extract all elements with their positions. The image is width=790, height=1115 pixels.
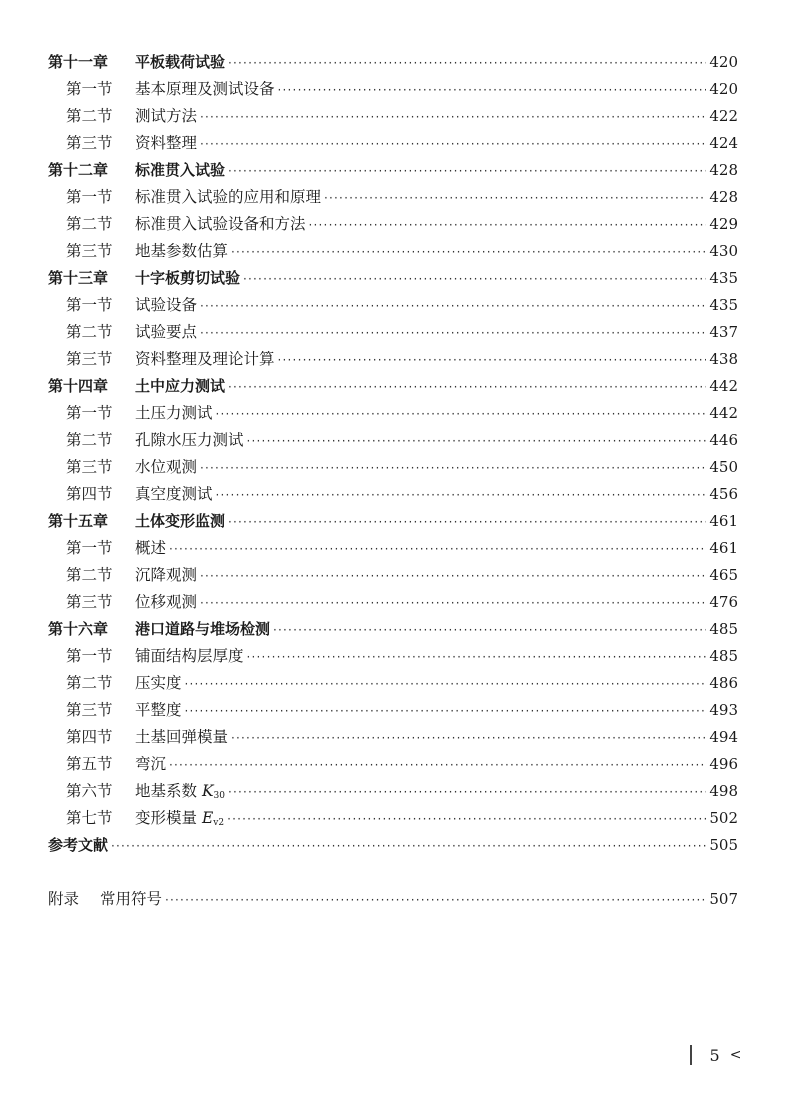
toc-entry-title: 压实度 [135,674,182,692]
toc-entry-title: 变形模量 [135,809,198,827]
toc-entry-section[interactable] [48,481,738,508]
toc-entry-number: 第一节 [66,404,113,422]
toc-entry-section[interactable] [48,643,738,670]
toc-entry-title-wrap [100,886,162,913]
toc-entry-page: 498 [709,782,738,800]
toc-entry-title: 土压力测试 [135,404,213,422]
toc-entry-page: 496 [709,755,738,773]
toc-entry-title: 资料整理及理论计算 [135,350,275,368]
toc-leader-dots [231,725,706,752]
toc-leader-dots [185,698,707,725]
toc-leader-dots [200,455,706,482]
toc-entry-number: 第三节 [66,458,113,476]
toc-leader-dots [200,104,706,131]
toc-leader-dots [200,320,706,347]
toc-entry-number: 第一节 [66,80,113,98]
toc-entry-page: 461 [709,512,738,530]
toc-entry-number: 第二节 [66,431,113,449]
page-footer [690,1042,741,1068]
toc-entry-section[interactable] [48,292,738,319]
toc-entry-number: 第三节 [66,242,113,260]
toc-entry-title-wrap [135,211,306,238]
toc-entry-title-wrap [135,616,270,643]
toc-entry-title: 标准贯入试验设备和方法 [135,215,306,233]
toc-leader-dots [227,806,706,833]
toc-entry-chapter[interactable] [48,508,738,535]
toc-entry-page: 435 [709,296,738,314]
toc-entry-number: 第二节 [66,566,113,584]
toc-entry-page: 437 [709,323,738,341]
toc-entry-title: 参考文献 [48,836,109,854]
toc-leader-dots [185,671,707,698]
toc-leader-dots [228,50,706,77]
toc-entry-page: 424 [709,134,738,152]
toc-entry-title: 测试方法 [135,107,198,125]
toc-leader-dots [200,590,706,617]
toc-entry-section[interactable] [48,211,738,238]
toc-entry-section[interactable] [48,400,738,427]
toc-entry-chapter[interactable] [48,265,738,292]
toc-entry-title: 土基回弹模量 [135,728,229,746]
toc-entry-title-wrap [135,49,225,76]
toc-entry-page: 429 [709,215,738,233]
toc-entry-number: 第三节 [66,593,113,611]
toc-entry-page: 446 [709,431,738,449]
toc-entry-title: 标准贯入试验的应用和原理 [135,188,322,206]
toc-entry-title: 平板载荷试验 [135,53,226,71]
toc-entry-title-wrap [135,76,275,103]
toc-entry-title-wrap [135,130,197,157]
toc-entry-title: 土中应力测试 [135,377,226,395]
toc-entry-title: 常用符号 [100,890,163,908]
toc-entry-number: 第四节 [66,485,113,503]
toc-entry-chapter[interactable] [48,832,738,859]
toc-entry-section[interactable] [48,103,738,130]
toc-leader-dots [216,401,707,428]
toc-entry-page: 428 [709,161,738,179]
toc-entry-page: 422 [709,107,738,125]
toc-entry-title: 平整度 [135,701,182,719]
toc-entry-title: 弯沉 [135,755,167,773]
toc-leader-dots [200,563,706,590]
toc-entry-section[interactable] [48,724,738,751]
toc-entry-number: 第十二章 [48,161,109,179]
toc-entry-symbol: K [201,782,214,800]
toc-entry-page: 435 [709,269,738,287]
toc-leader-dots [278,347,707,374]
toc-entry-section[interactable] [48,562,738,589]
toc-entry-section[interactable] [48,427,738,454]
toc-entry-title: 铺面结构层厚度 [135,647,244,665]
toc-entry-page: 485 [709,647,738,665]
toc-entry-title-wrap [135,184,321,211]
toc-entry-number: 第十三章 [48,269,109,287]
toc-entry-page: 450 [709,458,738,476]
toc-entry-title-wrap [135,400,213,427]
toc-entry-number: 第二节 [66,107,113,125]
toc-entry-section[interactable] [48,697,738,724]
toc-entry-title-wrap [48,832,108,859]
toc-entry-section[interactable] [48,319,738,346]
toc-leader-dots [247,644,707,671]
toc-entry-title-wrap [135,103,197,130]
toc-entry-title-wrap [135,508,225,535]
toc-entry-page: 420 [709,53,738,71]
toc-leader-dots [169,752,706,779]
toc-leader-dots [228,158,706,185]
toc-entry-page: 442 [709,377,738,395]
toc-entry-section[interactable] [48,670,738,697]
toc-entry-number: 第一节 [66,188,113,206]
toc-entry-number: 第一节 [66,539,113,557]
toc-leader-dots [273,617,706,644]
toc-entry-section[interactable] [48,535,738,562]
toc-entry-title: 资料整理 [135,134,198,152]
toc-entry-title-wrap [135,157,225,184]
toc-leader-dots [324,185,706,212]
toc-entry-title-wrap [135,535,166,562]
toc-entry-chapter[interactable] [48,616,738,643]
toc-entry-title: 土体变形监测 [135,512,226,530]
toc-leader-dots [111,833,706,860]
toc-entry-section[interactable] [48,238,738,265]
toc-entry-page: 502 [709,809,738,827]
toc-leader-dots [228,779,706,806]
toc-entry-title-wrap [135,481,213,508]
toc-entry-section[interactable] [48,76,738,103]
toc-entry-page: 438 [709,350,738,368]
toc-entry-page: 476 [709,593,738,611]
toc-entry-title-wrap [135,265,240,292]
toc-entry-page: 505 [709,836,738,854]
toc-entry-title-wrap [135,427,244,454]
toc-entry-section[interactable] [48,589,738,616]
toc-entry-number: 第三节 [66,701,113,719]
toc-entry-page: 485 [709,620,738,638]
toc-entry-title-wrap [135,697,182,724]
toc-entry-chapter[interactable] [48,157,738,184]
toc-entry-page: 461 [709,539,738,557]
toc-entry-title: 地基参数估算 [135,242,229,260]
toc-entry-title-wrap [135,778,225,805]
toc-entry-title: 水位观测 [135,458,198,476]
toc-entry-number: 第二节 [66,674,113,692]
toc-entry-number: 第十一章 [48,53,109,71]
toc-leader-dots [247,428,707,455]
toc-leader-dots [228,509,706,536]
toc-leader-dots [309,212,707,239]
toc-entry-section[interactable] [48,346,738,373]
toc-entry-section[interactable] [48,751,738,778]
toc-entry-title-wrap [135,751,166,778]
toc-entry-title-wrap [135,670,182,697]
toc-entry-title: 基本原理及测试设备 [135,80,275,98]
toc-entry-page: 507 [709,890,738,908]
toc-entry-title: 位移观测 [135,593,198,611]
toc-entry-number: 第十五章 [48,512,109,530]
table-of-contents [48,49,738,913]
toc-leader-dots [200,293,706,320]
toc-entry-section[interactable] [48,184,738,211]
toc-entry-number: 第一节 [66,296,113,314]
toc-entry-number: 第三节 [66,350,113,368]
toc-entry-title: 十字板剪切试验 [135,269,241,287]
toc-entry-symbol-subscript: v2 [213,818,225,828]
toc-leader-dots [243,266,706,293]
toc-entry-title-wrap [135,643,244,670]
toc-entry-title-wrap [135,373,225,400]
toc-entry-title: 沉降观测 [135,566,198,584]
toc-entry-page: 493 [709,701,738,719]
toc-entry-symbol-subscript: 30 [213,791,225,801]
toc-entry-number: 第七节 [66,809,113,827]
toc-entry-section[interactable] [48,778,738,805]
toc-entry-page: 428 [709,188,738,206]
toc-leader-dots [169,536,706,563]
toc-entry-section[interactable] [48,805,738,832]
toc-entry-title: 真空度测试 [135,485,213,503]
toc-entry-chapter[interactable] [48,373,738,400]
footer-divider [690,1045,692,1065]
toc-entry-title-wrap [135,238,228,265]
toc-entry-page: 494 [709,728,738,746]
toc-entry-number: 第四节 [66,728,113,746]
toc-entry-title: 试验要点 [135,323,198,341]
toc-entry-appendix[interactable] [48,886,738,913]
toc-leader-dots [200,131,706,158]
toc-entry-section[interactable] [48,130,738,157]
toc-leader-dots [165,887,706,914]
toc-entry-page: 430 [709,242,738,260]
toc-entry-title: 港口道路与堆场检测 [135,620,271,638]
toc-entry-section[interactable] [48,454,738,481]
toc-entry-title-wrap [135,805,224,832]
toc-entry-title: 概述 [135,539,167,557]
toc-entry-number: 第一节 [66,647,113,665]
toc-entry-symbol: E [201,809,214,827]
toc-entry-number: 第二节 [66,323,113,341]
toc-entry-title-wrap [135,454,197,481]
toc-entry-page: 456 [709,485,738,503]
toc-entry-title: 孔隙水压力测试 [135,431,244,449]
toc-entry-number: 第二节 [66,215,113,233]
page-number: 5 [709,1045,720,1065]
toc-entry-title-wrap [135,724,228,751]
toc-entry-page: 465 [709,566,738,584]
toc-leader-dots [231,239,706,266]
toc-entry-title-wrap [135,562,197,589]
toc-entry-number: 第十四章 [48,377,109,395]
toc-entry-title-wrap [135,292,197,319]
toc-entry-number: 第五节 [66,755,113,773]
toc-entry-page: 420 [709,80,738,98]
toc-entry-number: 第十六章 [48,620,109,638]
toc-leader-dots [278,77,707,104]
toc-entry-page: 442 [709,404,738,422]
footer-arrow-icon: < [729,1047,742,1063]
toc-leader-dots [216,482,707,509]
toc-entry-chapter[interactable] [48,49,738,76]
toc-entry-title: 试验设备 [135,296,198,314]
toc-entry-title-wrap [135,589,197,616]
toc-entry-title: 地基系数 [135,782,198,800]
toc-entry-number: 第三节 [66,134,113,152]
toc-entry-number: 附录 [48,890,80,908]
toc-entry-title-wrap [135,319,197,346]
toc-entry-title-wrap [135,346,275,373]
toc-leader-dots [228,374,706,401]
toc-entry-number: 第六节 [66,782,113,800]
toc-entry-title: 标准贯入试验 [135,161,226,179]
toc-entry-page: 486 [709,674,738,692]
